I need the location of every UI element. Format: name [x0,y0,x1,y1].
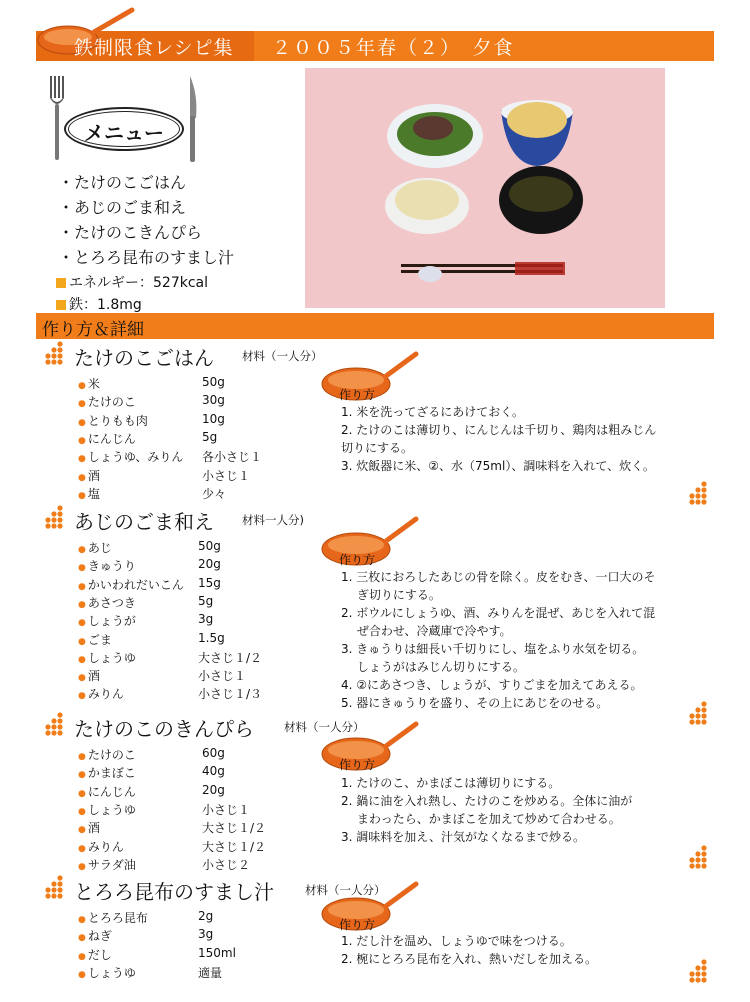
menu-item: ・あじのごま和え [58,198,187,217]
dot [695,487,700,492]
ingredient-name [78,649,136,666]
page-title: 鉄制限食レシピ集 [74,37,234,59]
recipe-step: 1. 米を洗ってざるにあけておく。 [341,405,525,419]
dot [57,341,62,346]
ingredient-amount: 3g [198,612,214,627]
ingredient-label: 酒 [87,821,100,836]
dot [51,523,56,528]
dot [689,719,694,724]
dot [701,701,706,706]
ingredient-amount: 1.5g [198,630,225,645]
meal-photo [305,68,665,308]
dot [57,730,62,735]
recipe-step: 2. ボウルにしょうゆ、酒、みりんを混ぜ、あじを入れて混 [341,606,656,620]
ingredient-amount: 小さじ１ [202,468,251,483]
dot [51,893,56,898]
dot [51,347,56,352]
ingredient-label: サラダ油 [87,857,136,872]
menu-item: ・とろろ昆布のすまし汁 [58,248,235,267]
recipe-materials-label: 材料（一人分） [242,349,323,363]
ingredient-name [78,375,100,392]
ingredient-amount: 少々 [202,486,227,501]
ingredient-label: たけのこ [87,748,136,762]
dot [57,511,62,516]
ingredient-name [78,557,136,574]
ingredient-name [78,764,136,781]
dot [689,499,694,504]
bullet-icon: ● [78,654,86,665]
bullet-icon: ● [78,599,86,610]
ingredient-name [78,964,136,981]
ingredient-name [78,393,136,410]
menu-item: ・たけのこごはん [58,173,187,192]
bullet-icon: ● [78,417,86,428]
ingredient-amount: 30g [202,393,225,408]
ingredient-amount: 小さじ１/３ [198,687,263,702]
ingredient-amount: 10g [202,411,225,426]
bullet-icon: ● [78,399,86,410]
method-label: 作り方 [339,553,376,567]
dot [701,845,706,850]
ingredient-label: あじ [87,541,112,555]
dot [701,857,706,862]
dot [689,713,694,718]
recipe-step: 1. 三枚におろしたあじの骨を除く。皮をむき、一口大のそ [341,570,656,584]
bullet-icon: ● [78,673,86,684]
dot [701,719,706,724]
dot [57,724,62,729]
bullet-icon: ● [78,861,86,872]
ingredient-name [78,819,100,836]
recipe-step: 2. 鍋に油を入れ熱し、たけのこを炒める。全体に油が [341,794,633,808]
recipe-step: 1. だし汁を温め、しょうゆで味をつける。 [341,934,572,948]
dot [695,863,700,868]
ingredient-name [78,631,112,648]
bullet-icon: ● [78,933,86,944]
menu-item: ・たけのこきんぴら [58,223,203,242]
square-bullet-icon [56,300,66,310]
dot [689,971,694,976]
dot [701,977,706,982]
dot [701,971,706,976]
bullet-icon: ● [78,969,86,980]
dot [701,959,706,964]
dot [57,353,62,358]
fork-icon [48,74,68,164]
ingredient-amount: 20g [198,557,221,572]
ingredient-name [78,412,148,429]
bullet-icon: ● [78,563,86,574]
energy-info: エネルギー：527kcal [56,272,208,292]
ingredient-amount: 3g [198,927,214,942]
recipe-step: しょうがはみじん切りにする。 [341,660,525,674]
ingredient-name [78,576,184,593]
ingredient-name [78,430,136,447]
dot [51,511,56,516]
dot [45,730,50,735]
dot [45,523,50,528]
ingredient-name [78,685,124,702]
recipe-materials-label: 材料（一人分） [305,883,386,897]
bullet-icon: ● [78,770,86,781]
ingredient-amount: 50g [202,375,225,389]
dot [45,887,50,892]
ingredient-amount: 大さじ１/２ [202,821,267,836]
dot [57,875,62,880]
dot [695,965,700,970]
recipe-step: 3. 炊飯器に米、②、水（75ml）、調味料を入れて、炊く。 [341,459,655,473]
dot [701,713,706,718]
dots-icon [688,846,712,870]
ingredient-name [78,856,136,873]
dot [45,724,50,729]
bullet-icon: ● [78,843,86,854]
dot [57,347,62,352]
dot [695,851,700,856]
method-label: 作り方 [339,918,376,932]
recipe-step: 2. 椀にとろろ昆布を入れ、熱いだしを加える。 [341,952,597,966]
recipe-step: 3. きゅうりは細長い千切りにし、塩をふり水気を切る。 [341,642,645,656]
ingredient-label: 酒 [87,669,100,684]
dot [57,881,62,886]
method-label: 作り方 [339,758,376,772]
bullet-icon: ● [78,788,86,799]
bullet-icon: ● [78,435,86,446]
ingredient-label: ねぎ [87,929,112,944]
recipe-title: たけのこのきんぴら [74,717,254,741]
ingredient-label: 米 [87,377,100,391]
dot [45,359,50,364]
dot [45,517,50,522]
ingredient-label: しょうゆ [87,802,136,817]
ingredient-name [78,909,148,926]
dot [51,724,56,729]
ingredient-amount: 5g [202,429,218,444]
bullet-icon: ● [78,825,86,836]
dots-icon [688,482,712,506]
ingredient-label: かまぼこ [87,766,136,781]
recipe-step: 4. ②にあさつき、しょうが、すりごまを加えてあえる。 [341,678,643,692]
ingredient-label: みりん [87,687,124,702]
recipe-step: まわったら、かまぼこを加えて炒めて合わせる。 [341,812,621,826]
dots-icon [688,702,712,726]
iron-info: 鉄：1.8mg [56,294,142,314]
recipe-step: 切りにする。 [341,441,414,455]
dot [701,493,706,498]
ingredient-label: かいわれだいこん [87,577,184,592]
dot [45,893,50,898]
dot [57,359,62,364]
ingredient-name [78,539,112,556]
dot [701,965,706,970]
ingredient-amount: 5g [198,593,214,608]
ingredient-amount: 15g [198,575,221,590]
dot [695,707,700,712]
knife-icon [186,74,200,164]
bullet-icon: ● [78,752,86,762]
dot [695,719,700,724]
dots-icon [44,876,68,900]
dot [695,977,700,982]
dot [51,517,56,522]
dots-icon [44,342,68,366]
recipe-step: ぜ合わせ、冷蔵庫で冷やす。 [341,624,512,638]
ingredient-label: しょうゆ [87,965,136,980]
ingredient-label: しょうゆ、みりん [87,450,184,465]
bullet-icon: ● [78,472,86,483]
dot [51,730,56,735]
ingredient-label: ごま [87,632,112,647]
ingredient-label: とろろ昆布 [87,911,148,925]
dot [57,893,62,898]
dot [57,517,62,522]
dot [57,718,62,723]
recipe-step: 1. たけのこ、かまぼこは薄切りにする。 [341,776,561,790]
dot [689,863,694,868]
ingredient-label: にんじん [87,784,136,799]
recipe-step: 2. たけのこは薄切り、にんじんは千切り、鶏肉は粗みじん [341,423,657,437]
ingredient-name [78,927,112,944]
ingredient-amount: 大さじ１/２ [202,839,267,854]
dots-icon [44,713,68,737]
bullet-icon: ● [78,454,86,465]
ingredient-amount: 60g [202,746,225,760]
recipe-step: ぎ切りにする。 [341,588,441,602]
dot [695,713,700,718]
bullet-icon: ● [78,691,86,702]
recipe-title: あじのごま和え [74,510,214,534]
ingredient-name [78,801,136,818]
ingredient-name [78,485,100,502]
dot [695,857,700,862]
bullet-icon: ● [78,545,86,555]
dot [689,493,694,498]
ingredient-label: たけのこ [87,395,136,410]
ingredient-name [78,448,183,465]
ingredient-label: にんじん [87,431,136,446]
dot [701,707,706,712]
dot [701,481,706,486]
dot [701,851,706,856]
dot [57,712,62,717]
dot [701,487,706,492]
recipe-materials-label: 材料（一人分） [284,720,365,734]
dot [51,887,56,892]
ingredient-label: とりもも肉 [87,413,148,428]
ingredient-amount: 50g [198,539,221,553]
dot [701,499,706,504]
ingredient-amount: 150ml [198,945,236,960]
dots-icon [688,960,712,984]
ingredient-amount: 小さじ２ [202,857,251,872]
recipe-step: 5. 器にきゅうりを盛り、その上にあじをのせる。 [341,696,609,710]
ingredient-amount: 小さじ１ [202,802,251,817]
ingredient-amount: 大さじ１/２ [198,650,263,665]
section-title: 作り方＆詳細 [42,320,144,340]
bullet-icon: ● [78,915,86,925]
ingredient-name [78,783,136,800]
ingredient-label: しょうが [87,614,136,629]
dot [57,523,62,528]
ingredient-label: しょうゆ [87,650,136,665]
ingredient-amount: 40g [202,764,225,779]
ingredient-amount: 各小さじ１ [202,450,263,465]
ingredient-amount: 適量 [198,965,223,980]
dot [695,971,700,976]
dot [701,863,706,868]
dot [689,857,694,862]
dot [57,887,62,892]
ingredient-name [78,746,136,763]
ingredient-name [78,594,136,611]
dot [51,353,56,358]
ingredient-name [78,612,136,629]
ingredient-label: あさつき [87,595,136,610]
ingredient-label: 塩 [87,486,100,501]
ingredient-label: 酒 [87,468,100,483]
ingredient-name [78,467,100,484]
bullet-icon: ● [78,581,86,592]
recipe-materials-label: 材料一人分) [242,513,304,527]
recipe-title: たけのこごはん [74,346,214,370]
dot [45,353,50,358]
recipe-title: とろろ昆布のすまし汁 [74,880,274,904]
square-bullet-icon [56,278,66,288]
dot [57,505,62,510]
ingredient-amount: 小さじ１ [198,669,247,684]
page-subtitle: ２００５年春（２） 夕食 [272,37,515,59]
dot [51,718,56,723]
ingredient-label: きゅうり [87,559,136,574]
bullet-icon: ● [78,951,86,962]
bullet-icon: ● [78,490,86,501]
ingredient-amount: 2g [198,909,214,923]
dot [51,359,56,364]
method-label: 作り方 [339,388,376,402]
ingredient-name [78,667,100,684]
recipe-step: 3. 調味料を加え、汁気がなくなるまで炒る。 [341,830,585,844]
dot [695,493,700,498]
menu-label: メニュー [84,121,164,145]
dot [51,881,56,886]
ingredient-name [78,838,124,855]
bullet-icon: ● [78,636,86,647]
ingredient-amount: 20g [202,782,225,797]
bullet-icon: ● [78,806,86,817]
dot [695,499,700,504]
ingredient-label: みりん [87,839,124,854]
bullet-icon: ● [78,618,86,629]
dot [689,977,694,982]
ingredient-label: だし [87,947,112,962]
bullet-icon: ● [78,381,86,391]
ingredient-name [78,946,112,963]
dots-icon [44,506,68,530]
